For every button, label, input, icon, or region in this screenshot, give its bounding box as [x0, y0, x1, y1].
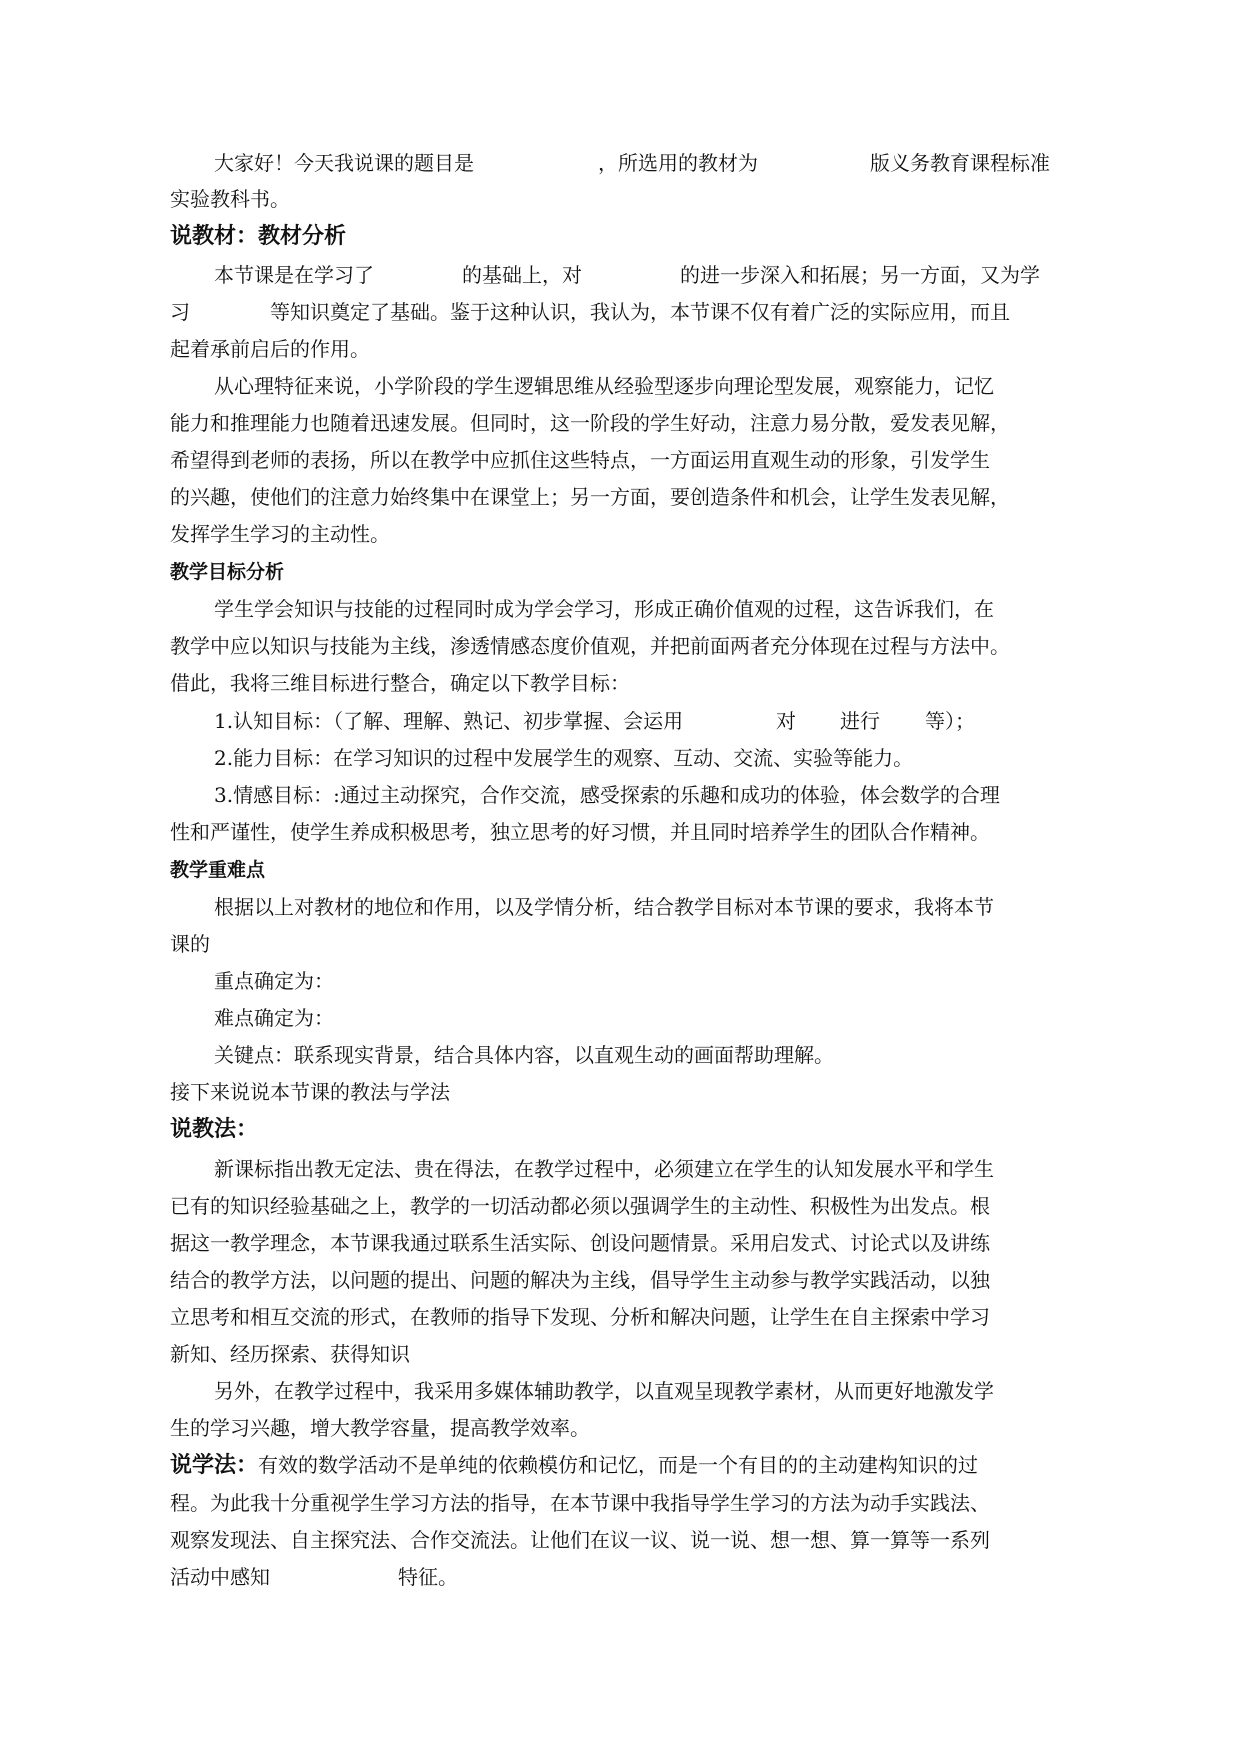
paragraph-line: 的兴趣，使他们的注意力始终集中在课堂上；另一方面，要创造条件和机会，让学生发表见解，: [170, 485, 1010, 509]
paragraph-line: 新课标指出教无定法、贵在得法，在教学过程中，必须建立在学生的认知发展水平和学生: [214, 1157, 994, 1181]
paragraph-line: 程。为此我十分重视学生学习方法的指导，在本节课中我指导学生学习的方法为动手实践法、: [170, 1491, 990, 1515]
paragraph-line: 课的: [170, 932, 210, 956]
key-point-line: 重点确定为：: [214, 969, 334, 993]
paragraph-line: 新知、经历探索、获得知识: [170, 1342, 410, 1366]
transition-line: 接下来说说本节课的教法与学法: [170, 1080, 450, 1104]
paragraph-line: 起着承前启后的作用。: [170, 337, 370, 361]
crux-line: 关键点：联系现实背景，结合具体内容，以直观生动的画面帮助理解。: [214, 1043, 834, 1067]
intro-text: 版义务教育课程标准: [870, 151, 1050, 175]
intro-line-part: [598, 150, 758, 176]
paragraph-line: 观察发现法、自主探究法、合作交流法。让他们在议一议、说一说、想一想、算一算等一系列: [170, 1528, 990, 1552]
paragraph-line-part: 特征。: [398, 1565, 458, 1589]
goal-emotion-cont: 性和严谨性，使学生养成积极思考，独立思考的好习惯，并且同时培养学生的团队合作精神。: [170, 820, 990, 844]
intro-line-part: [870, 150, 1050, 176]
paragraph-line: 生的学习兴趣，增大教学容量，提高教学效率。: [170, 1416, 590, 1440]
paragraph-line: 发挥学生学习的主动性。: [170, 522, 390, 546]
learning-method-line: [170, 1452, 978, 1479]
paragraph-line: 另外，在教学过程中，我采用多媒体辅助教学，以直观呈现教学素材，从而更好地激发学: [214, 1379, 994, 1403]
intro-text: 实验教科书。: [170, 187, 290, 211]
intro-line: [170, 186, 290, 212]
intro-text: 大家好！今天我说课的题目是: [214, 151, 474, 175]
paragraph-line-part: 的进一步深入和拓展；另一方面，又为学: [680, 263, 1040, 287]
paragraph-line: 从心理特征来说，小学阶段的学生逻辑思维从经验型逐步向理论型发展，观察能力，记忆: [214, 374, 994, 398]
section-heading-learning-method: 说学法：: [170, 1453, 259, 1478]
paragraph-line: 希望得到老师的表扬，所以在教学中应抓住这些特点，一方面运用直观生动的形象，引发学生: [170, 448, 990, 472]
intro-line: [214, 150, 474, 176]
goal-cognitive-part: 对: [776, 709, 796, 733]
paragraph-line-part: 的基础上，对: [462, 263, 582, 287]
paragraph-line: 学生学会知识与技能的过程同时成为学会学习，形成正确价值观的过程，这告诉我们，在: [214, 597, 994, 621]
learning-method-text: 有效的数学活动不是单纯的依赖模仿和记忆，而是一个有目的的主动建构知识的过: [258, 1453, 979, 1477]
paragraph-line: 立思考和相互交流的形式，在教师的指导下发现、分析和解决问题，让学生在自主探索中学习: [170, 1305, 990, 1329]
paragraph-line: 结合的教学方法，以问题的提出、问题的解决为主线，倡导学生主动参与教学实践活动，以独: [170, 1268, 990, 1292]
paragraph-line: 根据以上对教材的地位和作用，以及学情分析，结合教学目标对本节课的要求，我将本节: [214, 895, 994, 919]
hard-point-line: 难点确定为：: [214, 1006, 334, 1030]
goal-cognitive-part: 进行: [840, 709, 880, 733]
goal-cognitive: 1.认知目标：（了解、理解、熟记、初步掌握、会运用: [214, 709, 684, 733]
intro-text: ，所选用的教材为: [598, 151, 758, 175]
paragraph-line-part: 习: [170, 300, 190, 324]
section-heading-goals: 教学目标分析: [170, 561, 285, 583]
paragraph-line: 据这一教学理念，本节课我通过联系生活实际、创设问题情景。采用启发式、讨论式以及讲练: [170, 1231, 990, 1255]
section-heading-teaching-method: 说教法：: [170, 1117, 259, 1142]
paragraph-line: 借此，我将三维目标进行整合，确定以下教学目标：: [170, 671, 630, 695]
goal-ability: 2.能力目标：在学习知识的过程中发展学生的观察、互动、交流、实验等能力。: [214, 746, 914, 770]
section-heading-key-points: 教学重难点: [170, 859, 266, 881]
goal-emotion: 3.情感目标：:通过主动探究，合作交流，感受探索的乐趣和成功的体验，体会数学的合理: [214, 783, 1000, 807]
paragraph-line-part: 活动中感知: [170, 1565, 270, 1589]
paragraph-line-part: 等知识奠定了基础。鉴于这种认识，我认为，本节课不仅有着广泛的实际应用，而且: [270, 300, 1010, 324]
paragraph-line: 能力和推理能力也随着迅速发展。但同时，这一阶段的学生好动，注意力易分散，爱发表见解，: [170, 411, 1010, 435]
paragraph-line: 教学中应以知识与技能为主线，渗透情感态度价值观，并把前面两者充分体现在过程与方法中。: [170, 634, 1010, 658]
section-heading-textbook: 说教材：教材分析: [170, 224, 347, 249]
paragraph-line: 本节课是在学习了: [214, 263, 374, 287]
paragraph-line: 已有的知识经验基础之上，教学的一切活动都必须以强调学生的主动性、积极性为出发点。根: [170, 1194, 990, 1218]
goal-cognitive-part: 等）；: [925, 709, 975, 733]
